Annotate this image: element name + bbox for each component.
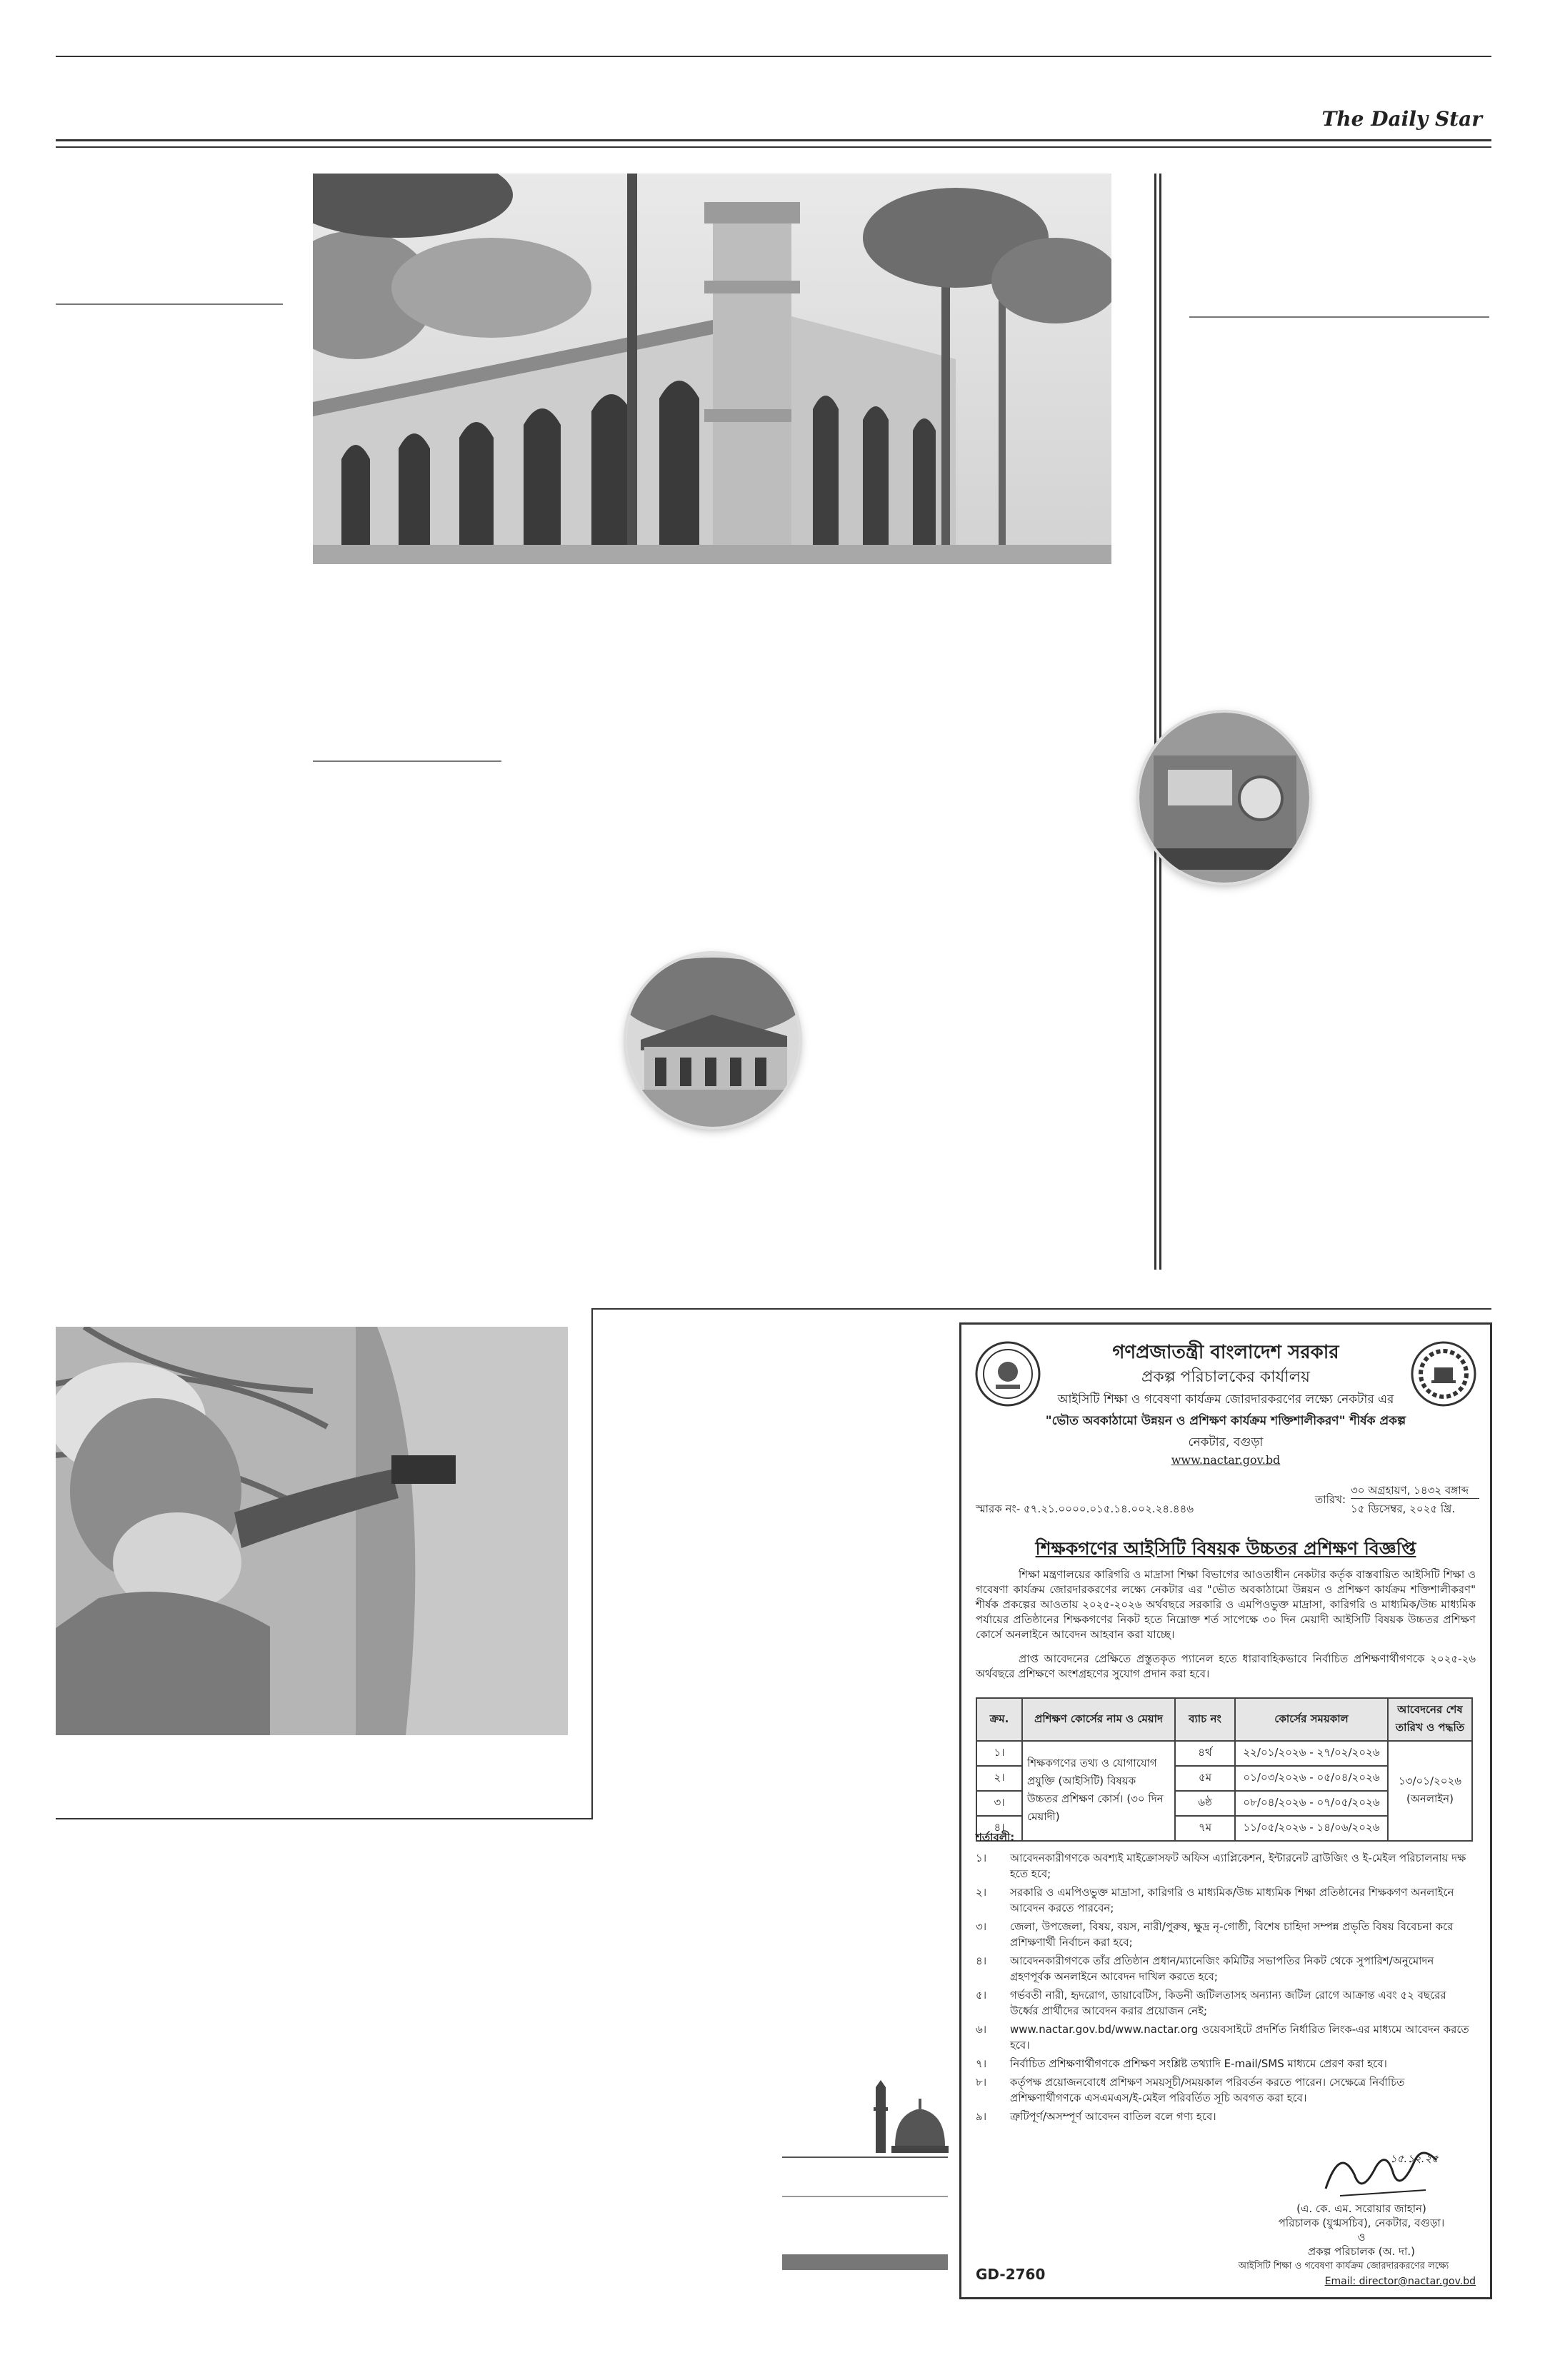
notice-website: www.nactar.gov.bd xyxy=(1171,1453,1281,1467)
list-item: ৭। নির্বাচিত প্রশিক্ষণার্থীগণকে প্রশিক্ষণ সংশ্লিষ্ট তথ্যাদি E-mail/SMS মাধ্যমে প্রেরণ করা হবে। xyxy=(976,2057,1387,2070)
notice-date-bn: ৩০ অগ্রহায়ণ, ১৪৩২ বঙ্গাব্দ xyxy=(1351,1483,1479,1499)
notice-date-en: ১৫ ডিসেম্বর, ২০২৫ খ্রি. xyxy=(1351,1502,1456,1515)
notice-project-line2: "ভৌত অবকাঠামো উন্নয়ন ও প্রশিক্ষণ কার্যক্রম শক্তিশালীকরণ" শীর্ষক প্রকল্প xyxy=(1045,1414,1406,1428)
signatory-pd: প্রকল্প পরিচালক (অ. দা.) xyxy=(1307,2245,1415,2258)
training-notice xyxy=(959,1322,1492,2299)
mosque-icon-bar xyxy=(782,2254,948,2270)
right-column-divider-1 xyxy=(1154,174,1156,1270)
notice-location: নেকটার, বগুড়া xyxy=(1188,1435,1264,1450)
notice-gov-title: গণপ্রজাতন্ত্রী বাংলাদেশ সরকার xyxy=(1112,1342,1339,1363)
notice-email: Email: director@nactar.gov.bd xyxy=(1324,2276,1476,2287)
conditions-label: শর্তাবলী: xyxy=(976,1831,1015,1844)
article-rule xyxy=(313,760,501,762)
table-header: ক্রম. xyxy=(976,1698,1022,1741)
signature-date: ১৫.১২.২৫ xyxy=(1390,2152,1439,2165)
masthead-logo: The Daily Star xyxy=(1321,107,1482,131)
notice-para2: প্রাপ্ত আবেদনের প্রেক্ষিতে প্রস্তুতকৃত প্যানেল হতে ধারাবাহিকভাবে নির্বাচিত প্রশিক্ষণার্থীগণকে ২০২৫-২৬ অর্থবছরে প্রশিক্ষণে অংশগ্রহণের সুযোগ প্রদান করা হবে। xyxy=(976,1652,1476,1680)
list-item: ৬। www.nactar.gov.bd/www.nactar.org ওয়েবসাইটে প্রদর্শিত নির্ধারিত লিংক-এর মাধ্যমে আবেদন করতে হবে। xyxy=(976,2023,1469,2052)
masthead-rule-2 xyxy=(56,146,1491,148)
notice-title: শিক্ষকগণের আইসিটি বিষয়ক উচ্চতর প্রশিক্ষণ বিজ্ঞপ্তি xyxy=(1035,1538,1416,1559)
ad-code: GD-2760 xyxy=(976,2266,1046,2283)
deadline: ১৩/০১/২০২৬ (অনলাইন) xyxy=(1388,1741,1472,1841)
table-header: কোর্সের সময়কাল xyxy=(1235,1698,1388,1741)
bottom-section-rule xyxy=(591,1308,1491,1310)
masthead-rule-1 xyxy=(56,139,1491,141)
table-header: ব্যাচ নং xyxy=(1175,1698,1235,1741)
table-row: ৪। ৭ম ১১/০৫/২০২৬ - ১৪/০৬/২০২৬ xyxy=(976,1816,1472,1841)
course-name: শিক্ষকগণের তথ্য ও যোগাযোগ প্রযুক্তি (আইসিটি) বিষয়ক উচ্চতর প্রশিক্ষণ কোর্স। (৩০ দিন মেয়াদী) xyxy=(1022,1741,1175,1841)
mosque-icon-rule-1 xyxy=(782,2156,948,2158)
right-column-divider-2 xyxy=(1159,174,1161,1270)
sap-collector-photo xyxy=(56,1327,568,1735)
train-circle-photo xyxy=(1139,713,1309,883)
signatory-and: ও xyxy=(1357,2231,1366,2244)
table-header: আবেদনের শেষ তারিখ ও পদ্ধতি xyxy=(1388,1698,1472,1741)
table-header: প্রশিক্ষণ কোর্সের নাম ও মেয়াদ xyxy=(1022,1698,1175,1741)
table-row: ২। ৫ম ০১/০৩/২০২৬ - ০৫/০৪/২০২৬ xyxy=(976,1766,1472,1791)
signatory-title: পরিচালক (যুগ্মসচিব), নেকটার, বগুড়া। xyxy=(1278,2216,1445,2229)
list-item: ১। আবেদনকারীগণকে অবশ্যই মাইক্রোসফট অফিস এ্যাপ্লিকেশন, ইন্টারনেট ব্রাউজিং ও ই-মেইল পরিচালনায় দক্ষ হতে হবে; xyxy=(976,1852,1466,1880)
mosque-icon-rule-2 xyxy=(782,2196,948,2197)
list-item: ৪। আবেদনকারীগণকে তাঁর প্রতিষ্ঠান প্রধান/ম্যানেজিং কমিটির সভাপতির নিকট থেকে সুপারিশ/অনুমোদন গ্রহণপূর্বক অনলাইনে আবেদন দাখিল করতে হবে; xyxy=(976,1954,1434,1983)
table-row: ৩। ৬ষ্ঠ ০৮/০৪/২০২৬ - ০৭/০৫/২০২৬ xyxy=(976,1791,1472,1816)
mosque-photo xyxy=(313,174,1111,564)
top-rule xyxy=(56,56,1491,57)
conditions-list xyxy=(976,1850,1476,2127)
schedule-table xyxy=(976,1697,1473,1842)
list-item: ৫। গর্ভবতী নারী, হৃদরোগ, ডায়াবেটিস, কিডনী জটিলতাসহ অন্যান্য জটিল রোগে আক্রান্ত এবং ৫২ বছরের উর্ধ্বের প্রার্থীদের আবেদন করার প্রয়োজন নেই; xyxy=(976,1989,1446,2017)
list-item: ৯। ত্রুটিপূর্ণ/অসম্পূর্ণ আবেদন বাতিল বলে গণ্য হবে। xyxy=(976,2110,1216,2123)
left-column-rule xyxy=(56,303,283,305)
notice-para1: শিক্ষা মন্ত্রণালয়ের কারিগরি ও মাদ্রাসা শিক্ষা বিভাগের আওতাধীন নেকটার কর্তৃক বাস্তবায়িত আইসিটি শিক্ষা ও গবেষণা কার্যক্রম জোরদারকরণের লক্ষ্যে নেকটার এর "ভৌত অবকাঠামো উন্নয়ন ও প্রশিক্ষণ কার্যক্রম শক্তিশালীকরণ" শীর্ষক প্রকল্পের আওতায় ২০২৫-২০২৬ অর্থবছরে সরকারি ও এমপিওভুক্ত মাদ্রাসা, কারিগরি ও মাধ্যমিক/উচ্চ মাধ্যমিক পর্যায়ের প্রতিষ্ঠানের শিক্ষকগণের নিকট হতে নিম্নোক্ত শর্ত সাপেক্ষে ৩০ দিন মেয়াদী আইসিটি বিষয়ক উচ্চতর প্রশিক্ষণ কোর্সে অনলাইনে আবেদন আহবান করা যাচ্ছে। xyxy=(976,1568,1476,1641)
signatory-project-1: আইসিটি শিক্ষা ও গবেষণা কার্যক্রম জোরদারকরণের লক্ষ্যে xyxy=(1238,2261,1449,2271)
table-row: ১। শিক্ষকগণের তথ্য ও যোগাযোগ প্রযুক্তি (আইসিটি) বিষয়ক উচ্চতর প্রশিক্ষণ কোর্স। (৩০ দিন মেয়াদী) ৪র্থ ২২/০১/২০২৬ - ২৭/০২/২০২৬ ১৩/০১/২০২৬ (অনলাইন) xyxy=(976,1741,1472,1766)
notice-project-line1: আইসিটি শিক্ষা ও গবেষণা কার্যক্রম জোরদারকরণের লক্ষ্যে নেকটার এর xyxy=(1057,1392,1394,1407)
list-item: ৩। জেলা, উপজেলা, বিষয়, বয়স, নারী/পুরুষ, ক্ষুদ্র নৃ-গোষ্ঠী, বিশেষ চাহিদা সম্পন্ন প্রভৃতি বিষয় বিবেচনা করে প্রশিক্ষণার্থী নির্বাচন করা হবে; xyxy=(976,1920,1454,1949)
list-item: ২। সরকারি ও এমপিওভুক্ত মাদ্রাসা, কারিগরি ও মাধ্যমিক/উচ্চ মাধ্যমিক শিক্ষা প্রতিষ্ঠানের শিক্ষকগণ অনলাইনে আবেদন করতে পারবেন; xyxy=(976,1886,1454,1914)
list-item: ৮। কর্তৃপক্ষ প্রয়োজনবোধে প্রশিক্ষণ সময়সূচী/সময়কাল পরিবর্তন করতে পারেন। সেক্ষেত্রে নির্বাচিত প্রশিক্ষণার্থীগণকে এসএমএস/ই-মেইল পরিবর্তিত সূচি অবগত করা হবে। xyxy=(976,2076,1405,2104)
signatory-name: (এ. কে. এম. সরোয়ার জাহান) xyxy=(1296,2202,1426,2215)
left-box-vertical xyxy=(591,1308,593,1819)
notice-date-label: তারিখ: xyxy=(1315,1493,1346,1506)
right-column-rule xyxy=(1189,316,1489,318)
left-box-bottom xyxy=(56,1818,593,1819)
notice-memo: স্মারক নং- ৫৭.২১.০০০০.০১৫.১৪.০০২.২৪.৪৪৬ xyxy=(976,1502,1194,1515)
mosque-icon xyxy=(870,2080,949,2155)
school-circle-photo xyxy=(626,954,799,1127)
notice-office: প্রকল্প পরিচালকের কার্যালয় xyxy=(1141,1368,1310,1386)
